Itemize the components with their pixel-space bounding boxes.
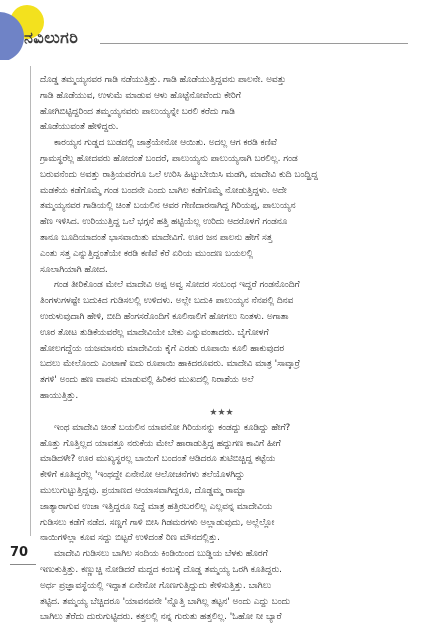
text-line: ತಟ್ಟಿದ. ತಮ್ಮಯ್ಯ ಬೆಚ್ಚಿದರೂ 'ಯಾವನವನೇ 'ನ್ನೊತ್ತಿ ಬಾಗಿಲ್ಲ ತಟ್ಟನ' ಅಂದು ಎದ್ದು ಬಂದು: [40, 596, 291, 607]
header-divider: [100, 43, 408, 44]
text-line: ಗಾಡಿ ಹೊಡೆಯುವ, ಉಳುಮೆ ಮಾಡುವ ಆಳು ಹೊಟ್ಟೆನೋವೆಂದು ಕೇರಿಗೆ: [40, 90, 241, 101]
section-separator-stars: ★★★: [209, 407, 234, 418]
page-number: 70: [10, 545, 29, 560]
text-line: ಬದಲು ಮೇಲೊಂದು ಎಂಟಾಣೆ ಐದು ರೂಪಾಯಿ ಹಾಕಿದರೂವರು. ಮಾದೇವಿ ಮಾತ್ರ 'ಸಾವ್ಕಾರ್ರೆ: [40, 359, 301, 370]
text-line: ಉರುಳುವುದಾಗಿ ಹೇಳಿ, ಬೀದಿ ಹೆಂಗಸರೊಂದಿಗೆ ಕೂಲಿನಾಲಿಗೆ ಹೋಗಲು ನಿಂತಳು. ಅಗಾತಾ: [40, 311, 289, 322]
book-title: ನವಿಲುಗರಿ: [24, 28, 79, 47]
text-line: ಕೇಳಿಗೆ ಕೂತಿದ್ದರೆಲ್ಲ 'ಇಂಥದ್ದೇ ಏನೇನೋ ಆಲೋಚನೆಗಳು ತಲೆಯೊಳಗಿದ್ದು: [40, 470, 245, 481]
text-line: ಹೋಗಿಬಿಟ್ಟಿದ್ದರಿಂದ ತಮ್ಮಯ್ಯನವರು ಪಾಲುಯ್ಯನ್ನೇ ಬರಲಿ ಕರೆದು ಗಾಡಿ: [40, 106, 235, 117]
text-line: ಮಾಡಿದಳೇ? ಊರ ಮುಖ್ಯಸ್ಥರಲ್ಲ ಬಾಯಿಗೆ ಬಂದಂತೆ ಆಡಿದರೂ ತುಟಿಬಿಚ್ಚಿದ್ದ ಕಟ್ಟೆಯ: [40, 454, 276, 465]
paragraph-2: [40, 136, 403, 278]
text-line: ಬರುವನೆಂದು ಅವತ್ತು ರಾತ್ರಿಯವರೆಗೂ ಒಲೆ ಉರಿಸಿ ಹಿಟ್ಟುಬೇಯಿಸಿ ಮಡಗಿ, ಮಾದೇವಿ ಕುದಿ ಬಂದ್ಹಿದ್ದ: [40, 169, 318, 180]
text-line: ಕಾರಯ್ಯನ ಗುಡ್ಡದ ಬುಡದಲ್ಲಿ ಜಾತ್ರೆಯೇನೋ ಆಯಿತು. ಅದಲ್ಲ ಆಗ ಕರಡಿ ಕಣಿವೆ: [54, 138, 277, 149]
text-line: ದೊಡ್ಡ ತಮ್ಮಯ್ಯನವರ ಗಾಡಿ ನಡೆಯುತ್ತಿತ್ತು. ಗಾಡಿ ಹೊಡೆಯುತ್ತಿದ್ದವನು ಪಾಲನೇ. ಅವತ್ತು: [40, 75, 286, 85]
text-line: ಹೆಣ ಇಳಿಸಿದ. ಉರಿಯುತ್ತಿದ್ದ ಒಲೆ ಭಗ್ಗನೆ ಹತ್ತಿ ಹಟ್ಟಿಯೆಲ್ಲ ಉರಿದು ಆದರೊಳಗೆ ಗಂಡನೂ: [40, 217, 288, 228]
text-line: ತಿಂಗಳುಗಳಷ್ಟೇ ಬದುಕಿದ ಗುಡಿಸಲಲ್ಲಿ ಉಳಿದಳು. ಅಲ್ಲೇ ಬದುಕಿ ಪಾಲುಯ್ಯನ ನೆನಪಲ್ಲಿ ದಿನವ: [40, 296, 294, 307]
text-line: ಗ್ರಾಮಸ್ಥರೆಲ್ಲ ಹೋದವರು ಹೋದಂತೆ ಬಂದರೆ, ಪಾಲುಯ್ಯನು ಪಾಲುಯ್ಯನಾಗಿ ಬರಲಿಲ್ಲ. ಗಂಡ: [40, 153, 298, 164]
text-line: ಹೊತ್ತು ಗೊತ್ತಿಲ್ಲದ ಯಾವತ್ತೂ ನರುಕೆಯ ಮೇಲೆ ಹಾರಾಡುತ್ತಿದ್ದ ಹದ್ದುಗಣ ಕಾವಿಗೆ ಹೀಗೆ: [40, 438, 281, 449]
text-line: ಬಾಗಿಲು ತೆರೆದು ದುರುಗುಟ್ಟಿದರು. ಕತ್ತಲಲ್ಲಿ ನನ್ನ ಗುರುತು ಹತ್ತಲಿಲ್ಲ. 'ಓಹೋ ನೀ ಬ್ಯಾರೆ: [40, 612, 282, 623]
text-line: ಮಾದೇವಿ ಗುಡಿಸಲು ಬಾಗಿಲ ಸಂದಿಯ ಕಿಂಡಿಯಿಂದ ಬುಡ್ಡಿಯ ಬೆಳಕು ಹೊರಗೆ: [54, 549, 268, 560]
text-line: ಗುಡಿಸಲು ಕಡೆಗೆ ನಡೆದ. ಸಣ್ಣಗೆ ಗಾಳಿ ಬೀಸಿ ಗಿಡಮರಗಳು ಅಲ್ಲಾಡುವುದು, ಅಲ್ಲೆಲ್ಲೋ: [40, 517, 275, 528]
text-line: ಎಂತು ಸತ್ತ ಎನ್ನುತ್ತಿದ್ದಂತೆಯೇ ಕರಡಿ ಕಣಿವೆ ಕೆರೆ ಏರಿಯ ಮುಂದಣ ಬಯಲಲ್ಲಿ: [40, 248, 254, 259]
text-line: ನಾಯಿಗಳಿಲ್ಲಾ ಕೂವ ಸದ್ದು ಬಿಟ್ಟರೆ ಉಳಿದಂತೆ ರಿಣ ಮೌನದಲ್ಲಿತ್ತು.: [40, 533, 220, 544]
text-line: ಹೋಲಗದ್ದೆಯ ಯಜಮಾನರು ಮಾದೇವಿಯ ಕೈಗೆ ಎರಡು ರೂಪಾಯಿ ಕೂಲಿ ಹಾಕುವುದರ: [40, 343, 285, 354]
paragraph-3: [40, 278, 403, 404]
text-line: ಹೊಡೆಯುವಂತೆ ಹೇಳಿದ್ದರು.: [40, 122, 119, 133]
page-number-rule: [10, 564, 36, 565]
margin-rule: [30, 66, 31, 536]
text-line: ಹಾಯುತ್ತಿತ್ತು.: [40, 390, 79, 401]
text-line: ಜಾತ್ಯಾರಾಗುವ ಉಜಾ ಇತ್ತಿದ್ದರೂ ನಿದ್ದೆ ಮಾತ್ರ ಹತ್ತಿರಬರಲಿಲ್ಲ ಎಲ್ಲವನ್ನ ಮಾದೇವಿಯ: [40, 501, 273, 512]
text-line: ಮಡಕೆಯ ಕಡೆಗೊಮ್ಮೆ ಗಂಡ ಬಂದನೇ ಎಂದು ಬಾಗಿಲ ಕಡೆಗೊಮ್ಮೆ ನೋಡುತ್ತಿದ್ದಳು. ಅದೇ: [40, 185, 287, 196]
text-line: ತಾನೂ ಬೂದಿಯಾದಂತೆ ಭಾಸವಾಯಿತು ಮಾದೇವಿಗೆ. ಊರ ಜನ ಪಾಲನು ಹೇಗೆ ಸತ್ತ: [40, 232, 273, 243]
paragraph-4: [40, 421, 403, 547]
body-text: [40, 73, 403, 626]
text-line: ಇಣುಕುತ್ತಿತ್ತು. ಕಣ್ಣುಚ್ಚಿ ನೋಡಿದರೆ ಮದ್ದದ ಕಂಬಕ್ಕೆ ದೊಡ್ಡ ತಮ್ಮಯ್ಯ ಒರಗಿ ಕೂತಿದ್ದರು.: [40, 564, 282, 575]
text-line: ಊರ ತೋಟ ತುಡಿಕೆಯವರೆಲ್ಲ ಮಾದೇವಿಯೇ ಬೇಕು ಎನ್ನುವಂತಾದರು. ಬೈಗೋಳಗೆ: [40, 327, 269, 338]
text-line: ಗಂಡ ತೀರಿಕೊಂಡ ಮೇಲೆ ಮಾದೇವಿ ಅಪ್ಪ ಅವ್ವ ಸೋದರ ಸಂಬಂಧ ಇದ್ದರೆ ಗಂಡನೊಂದಿಗೆ: [54, 280, 300, 291]
text-line: ತಮ್ಮಯ್ಯನವರ ಗಾಡಿಯಲ್ಲಿ ಚಿಂತೆ ಬಯಲಿನ ಆವರ ಗೇಣಿದಾರನಾಗಿದ್ದ ಗಿರಿಯಪ್ಪ, ಪಾಲುಯ್ಯನ: [40, 201, 296, 212]
text-line: ಸೂಲಾಗಿಯಾಗಿ ಹೋದ.: [40, 264, 108, 275]
text-line: ಮುಲುಗುಟ್ಟುತ್ತಿದ್ದವು. ಪ್ರಯಾಣದ ಆಯಾಸವಾಗಿದ್ದರೂ, ದೊಡ್ಡಮ್ಮ ರಾಮ್ಟಾ: [40, 485, 246, 496]
text-line: ಇಂಥ ಮಾದೇವಿ ಚಿಂತೆ ಬಯಲಿನ ಯಾವನೋ ಗಿರಿಯನನ್ನು ಕಂಡದ್ದು ಕೂಡಿದ್ದು ಹೇಗೆ?: [54, 422, 291, 433]
paragraph-1: [40, 73, 403, 136]
text-line: ಅರ್ಧ ಪ್ರಜ್ಞಾವಸ್ಥೆಯಲ್ಲಿ ಇದ್ದಾತ ಏನೇನೋ ಗೊಣಗುತ್ತಿದ್ದುದು ಕೇಳಿಸುತ್ತಿತ್ತು. ಬಾಗಿಲು: [40, 580, 272, 591]
paragraph-5: [40, 547, 403, 626]
text-line: ತಗಳಿ' ಅಂದು ಹಣ ವಾಪಸು ಮಾಡುವಲ್ಲಿ ಹಿರಿಕರ ಮುಖದಲ್ಲಿ ನಿರಾಶೆಯ ಅಲೆ: [40, 375, 254, 386]
